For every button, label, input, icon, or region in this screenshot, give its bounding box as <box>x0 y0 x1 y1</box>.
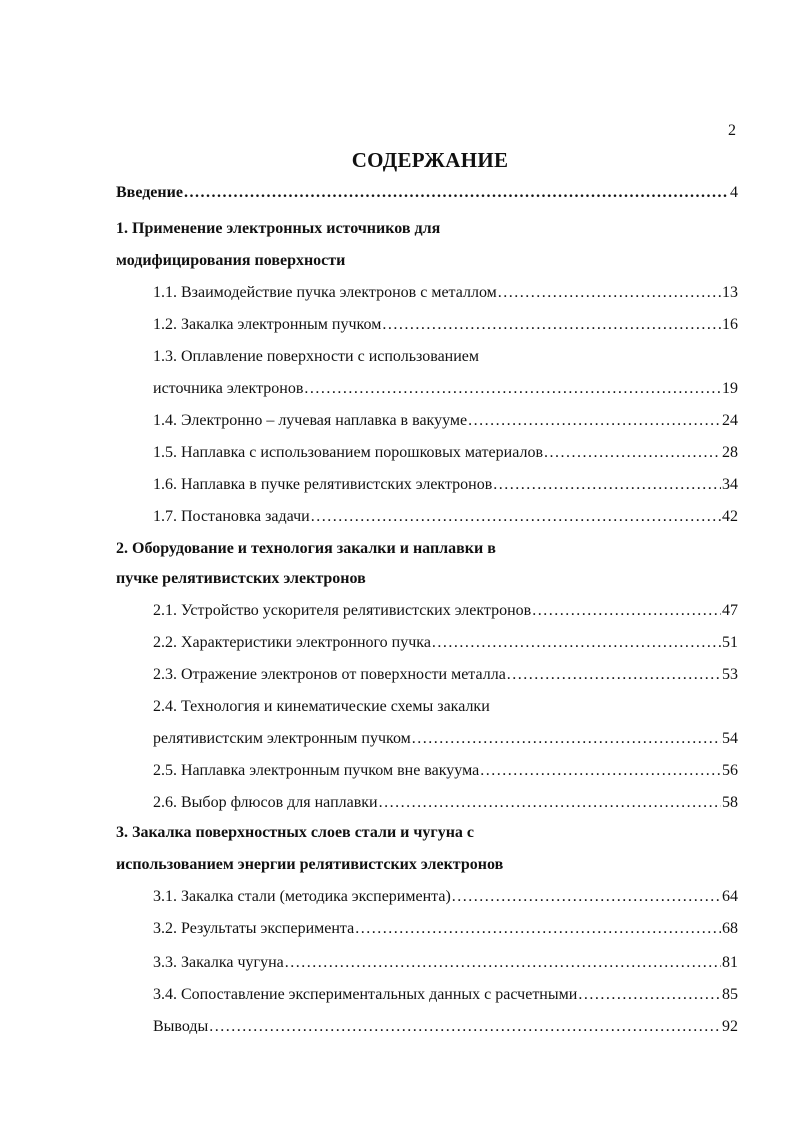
toc-entry-1-3[interactable] <box>153 377 738 401</box>
leader-dots <box>452 885 721 909</box>
toc-entry-page: 58 <box>722 794 738 811</box>
leader-dots <box>311 505 721 529</box>
toc-entry-label: 3.2. Результаты эксперимента <box>153 920 355 937</box>
toc-entry-2-4[interactable] <box>153 727 738 751</box>
toc-entry-2-6[interactable] <box>153 791 738 815</box>
toc-entry-label: 3.1. Закалка стали (методика эксперимента) <box>153 888 451 905</box>
toc-entry-label: 1.4. Электронно – лучевая наплавка в вакууме <box>153 412 468 429</box>
toc-entry-2-3[interactable] <box>153 663 738 687</box>
toc-entry-page: 68 <box>722 920 738 937</box>
leader-dots <box>209 1015 721 1039</box>
toc-entry-label: 1.5. Наплавка с использованием порошковых материалов <box>153 444 543 461</box>
toc-entry-conclusions[interactable] <box>153 1015 738 1039</box>
toc-entry-page: 81 <box>722 954 738 971</box>
page-number: 2 <box>728 122 736 139</box>
leader-dots <box>498 281 721 305</box>
toc-entry-label: 1.7. Постановка задачи <box>153 508 310 525</box>
toc-entry-page: 28 <box>722 444 738 461</box>
toc-entry-label: источника электронов <box>153 380 304 397</box>
toc-entry-label: 1.6. Наплавка в пучке релятивистских электронов <box>153 476 493 493</box>
toc-entry-label: Введение <box>116 184 183 201</box>
toc-entry-page: 47 <box>722 602 738 619</box>
leader-dots <box>382 313 721 337</box>
chapter-1-heading-line-1[interactable]: 1. Применение электронных источников для <box>116 220 441 237</box>
toc-entry-page: 92 <box>722 1018 738 1035</box>
toc-entry-label: релятивистским электронным пучком <box>153 730 411 747</box>
toc-entry-page: 4 <box>730 184 738 201</box>
toc-entry-label: 2.6. Выбор флюсов для наплавки <box>153 794 378 811</box>
toc-entry-page: 24 <box>722 412 738 429</box>
toc-entry-page: 19 <box>722 380 738 397</box>
leader-dots <box>480 759 721 783</box>
toc-entry-label: 2.1. Устройство ускорителя релятивистских электронов <box>153 602 532 619</box>
toc-entry-1-5[interactable] <box>153 441 738 465</box>
toc-entry-page: 16 <box>722 316 738 333</box>
toc-entry-page: 53 <box>722 666 738 683</box>
toc-entry-page: 42 <box>722 508 738 525</box>
leader-dots <box>532 599 721 623</box>
leader-dots <box>507 663 721 687</box>
leader-dots <box>412 727 721 751</box>
toc-entry-label: 3.3. Закалка чугуна <box>153 954 284 971</box>
toc-entry-page: 13 <box>722 284 738 301</box>
leader-dots <box>184 181 729 205</box>
toc-entry-3-1[interactable] <box>153 885 738 909</box>
toc-entry-page: 34 <box>722 476 738 493</box>
toc-entry-1-2[interactable] <box>153 313 738 337</box>
leader-dots <box>304 377 721 401</box>
leader-dots <box>493 473 721 497</box>
toc-entry-3-2[interactable] <box>153 917 738 941</box>
toc-entry-1-7[interactable] <box>153 505 738 529</box>
toc-entry-label: 3.4. Сопоставление экспериментальных данных с расчетными <box>153 986 578 1003</box>
toc-entry-page: 51 <box>722 634 738 651</box>
toc-entry-3-4[interactable] <box>153 983 738 1007</box>
leader-dots <box>578 983 721 1007</box>
toc-entry-page: 54 <box>722 730 738 747</box>
toc-entry-label: Выводы <box>153 1018 209 1035</box>
toc-entry-intro[interactable] <box>116 181 738 205</box>
toc-entry-page: 56 <box>722 762 738 779</box>
leader-dots <box>468 409 721 433</box>
toc-entry-3-3[interactable] <box>153 951 738 975</box>
toc-entry-page: 64 <box>722 888 738 905</box>
toc-entry-label: 1.2. Закалка электронным пучком <box>153 316 382 333</box>
toc-entry-2-5[interactable] <box>153 759 738 783</box>
chapter-2-heading-line-2[interactable]: пучке релятивистских электронов <box>116 570 366 587</box>
toc-entry-page: 85 <box>722 986 738 1003</box>
chapter-3-heading-line-1[interactable]: 3. Закалка поверхностных слоев стали и чугуна с <box>116 824 475 841</box>
toc-entry-label: 2.5. Наплавка электронным пучком вне вакуума <box>153 762 480 779</box>
toc-entry-2-2[interactable] <box>153 631 738 655</box>
toc-entry-1-3-line-1[interactable]: 1.3. Оплавление поверхности с использованием <box>153 348 480 365</box>
toc-entry-1-1[interactable] <box>153 281 738 305</box>
leader-dots <box>285 951 721 975</box>
toc-entry-label: 2.2. Характеристики электронного пучка <box>153 634 431 651</box>
chapter-3-heading-line-2[interactable]: использованием энергии релятивистских электронов <box>116 856 504 873</box>
page-title: СОДЕРЖАНИЕ <box>351 148 509 172</box>
toc-entry-2-4-line-1[interactable]: 2.4. Технология и кинематические схемы закалки <box>153 698 490 715</box>
leader-dots <box>355 917 721 941</box>
toc-entry-1-4[interactable] <box>153 409 738 433</box>
leader-dots <box>379 791 721 815</box>
toc-entry-label: 1.1. Взаимодействие пучка электронов с металлом <box>153 284 497 301</box>
toc-entry-2-1[interactable] <box>153 599 738 623</box>
toc-entry-label: 2.3. Отражение электронов от поверхности металла <box>153 666 506 683</box>
leader-dots <box>544 441 721 465</box>
toc-entry-1-6[interactable] <box>153 473 738 497</box>
chapter-1-heading-line-2[interactable]: модифицирования поверхности <box>116 252 346 269</box>
chapter-2-heading-line-1[interactable]: 2. Оборудование и технология закалки и наплавки в <box>116 540 496 557</box>
leader-dots <box>432 631 721 655</box>
